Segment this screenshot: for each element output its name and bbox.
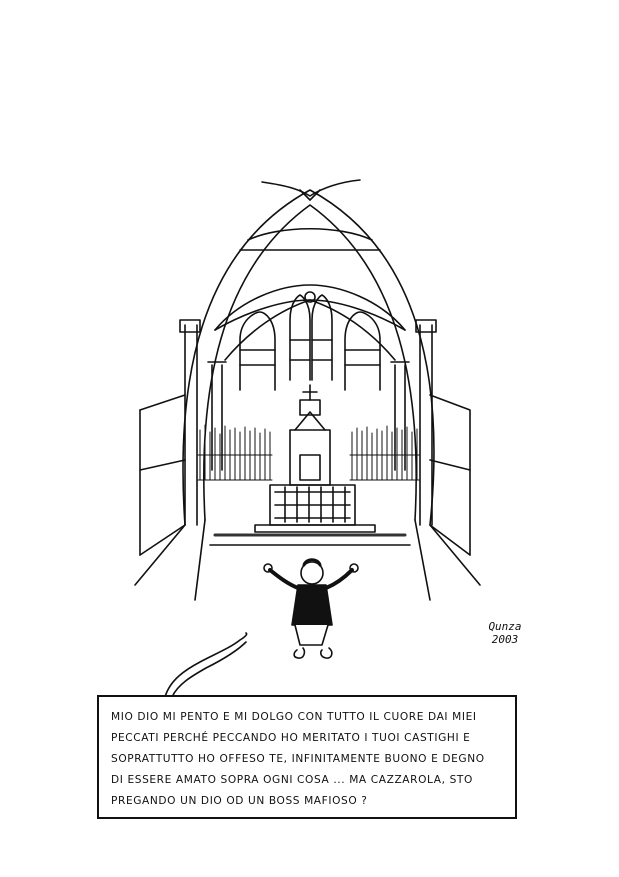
caption-line: SOPRATTUTTO HO OFFESO TE, INFINITAMENTE BUONO E DEGNO — [111, 753, 485, 765]
artist-signature — [480, 620, 530, 646]
caption-box — [97, 695, 517, 819]
organ-pipes — [198, 425, 420, 480]
caption-line: DI ESSERE AMATO SOPRA OGNI COSA ... MA CAZZAROLA, STO — [111, 774, 473, 786]
kneeling-figure — [264, 560, 358, 658]
caption-line: PREGANDO UN DIO OD UN BOSS MAFIOSO ? — [111, 795, 368, 807]
caption-line: PECCATI PERCHÉ PECCANDO HO MERITATO I TUOI CASTIGHI E — [111, 732, 471, 744]
gothic-arch-frame — [183, 180, 434, 525]
caption-line: MIO DIO MI PENTO E MI DOLGO CON TUTTO IL CUORE DAI MIEI — [111, 711, 477, 723]
speech-tail — [165, 633, 247, 697]
signature-name: Qunza — [488, 620, 522, 633]
caption-text — [111, 707, 505, 812]
signature-year: 2003 — [491, 633, 519, 646]
